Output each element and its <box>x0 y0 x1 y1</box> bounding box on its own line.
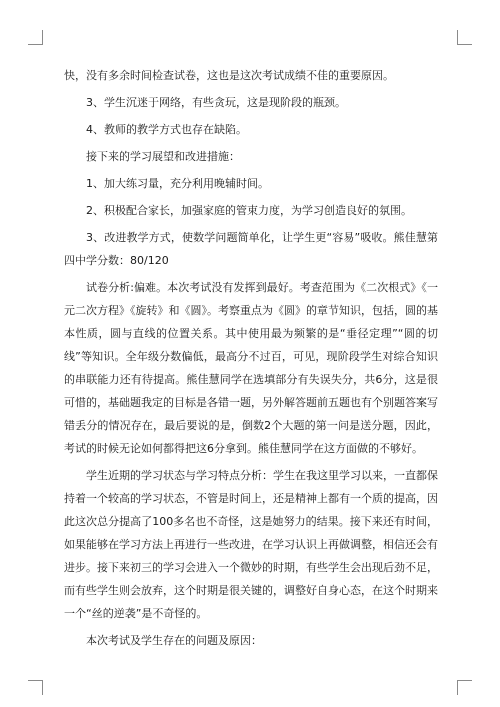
paragraph-reason-4: 4、教师的教学方式也存在缺陷。 <box>86 123 247 136</box>
paragraph-continuation: 快，没有多余时间检查试卷，这也是这次考试成绩不佳的重要原因。 <box>64 69 394 82</box>
paragraph-study-status: 学生近期的学习状态与学习特点分析：学生在我这里学习以来，一直都保持着一个较高的学习状态，不管是时间上，还是精神上都有一个质的提高，因此这次总分提高了100多名也不奇怪，这是她努力的结果。接下来还有时间，如果能够在学习方法上再进行一些改进，在学习认识上再做调整，相信还会有进步。接下来初三的学习会进入一个微妙的时期，有些学生会出现后劲不足，而有些学生则会放弃，这个时期是很关键的，调整好自身心态，在这个时期来一个“丝的逆袭”是不奇怪的。 <box>64 469 438 620</box>
crop-mark-bottom-left <box>28 680 43 695</box>
paragraph-plan-2: 2、积极配合家长，加强家庭的管束力度，为学习创造良好的氛围。 <box>86 204 412 217</box>
document-body <box>64 64 438 656</box>
paragraph-plan-3: 3、改进教学方式，使数学问题简单化，让学生更“容易”吸收。熊佳慧第四中学分数：80/120 <box>64 231 438 267</box>
crop-mark-bottom-right <box>457 680 472 695</box>
paragraph-reason-3: 3、学生沉迷于网络，有些贪玩，这是现阶段的瓶颈。 <box>86 96 346 109</box>
paragraph-problems-heading: 本次考试及学生存在的问题及原因： <box>86 634 262 647</box>
crop-mark-top-left <box>28 30 43 45</box>
paragraph-exam-analysis: 试卷分析:偏难。本次考试没有发挥到最好。考查范围为《二次根式》《一元二次方程》《旋转》和《圆》。考察重点为《圆》的章节知识，包括，圆的基本性质，圆与直线的位置关系。其中使用最为频繁的是“垂径定理”“圆的切线”等知识。全年级分数偏低，最高分不过百，可见，现阶段学生对综合知识的串联能力还有待提高。熊佳慧同学在选填部分有失误失分，共6分，这是很可惜的，基础题我定的目标是各错一题，另外解答题前五题也有个别题答案写错丢分的情况存在，最后要说的是，倒数2个大题的第一问是送分题，因此，考试的时候无论如何都得把这6分拿到。熊佳慧同学在这方面做的不够好。 <box>64 281 438 455</box>
paragraph-plan-heading: 接下来的学习展望和改进措施： <box>86 150 240 163</box>
paragraph-plan-1: 1、加大练习量，充分利用晚辅时间。 <box>86 177 269 190</box>
crop-mark-top-right <box>457 30 472 45</box>
